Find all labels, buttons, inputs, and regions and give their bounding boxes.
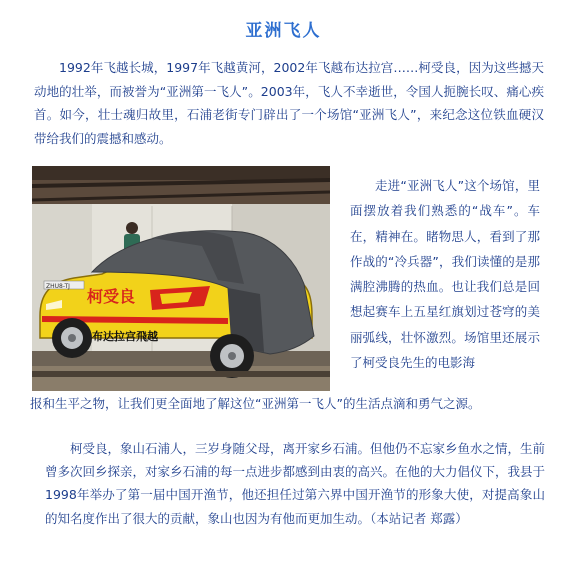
- plate-text: ZHU8-TJ: [46, 283, 70, 290]
- paragraph-exhibit: 走进“亚洲飞人”这个场馆，里面摆放着我们熟悉的“战车”。车在，精神在。睹物思人，看到了那作战的“冷兵器”，我们读懂的是那满腔沸腾的热血。也让我们总是回想起赛车上五星红旗划过苍穹的美丽弧线，壮怀激烈。场馆里还展示了柯受良先生的电影海: [350, 178, 540, 371]
- paragraph-exhibit-continued: 报和生平之物，让我们更全面地了解这位“亚洲第一飞人”的生活点滴和勇气之源。: [30, 396, 481, 411]
- car-photo: [32, 166, 330, 391]
- article-title: 亚洲飞人: [245, 21, 322, 41]
- paragraph-biography: 柯受良，象山石浦人，三岁身随父母，离开家乡石浦。但他仍不忘家乡鱼水之情，生前曾多次回乡探亲，对家乡石浦的每一点进步都感到由衷的高兴。在他的大力倡仪下，我县于1998年举办了第一届中国开渔节，他还担任过第六界中国开渔节的形象大使，对提高象山的知名度作出了很大的贡献，象山也因为有他而更加生动。（本站记者 郑露）: [45, 441, 546, 526]
- car-door-text: 柯受良: [87, 287, 136, 306]
- paragraph-intro: 1992年飞越长城，1997年飞越黄河，2002年飞越布达拉宫……柯受良，因为这些撼天动地的壮举，而被誉为“亚洲第一飞人”。2003年，飞人不幸逝世，令国人扼腕长叹、痛心疾首。如今，壮士魂归故里，石浦老街专门辟出了一个场馆“亚洲飞人”，来纪念这位铁血硬汉带给我们的震撼和感动。: [34, 60, 544, 146]
- car-side-text: 布达拉宫飛越: [92, 330, 158, 343]
- car-photo-illustration: [32, 166, 330, 391]
